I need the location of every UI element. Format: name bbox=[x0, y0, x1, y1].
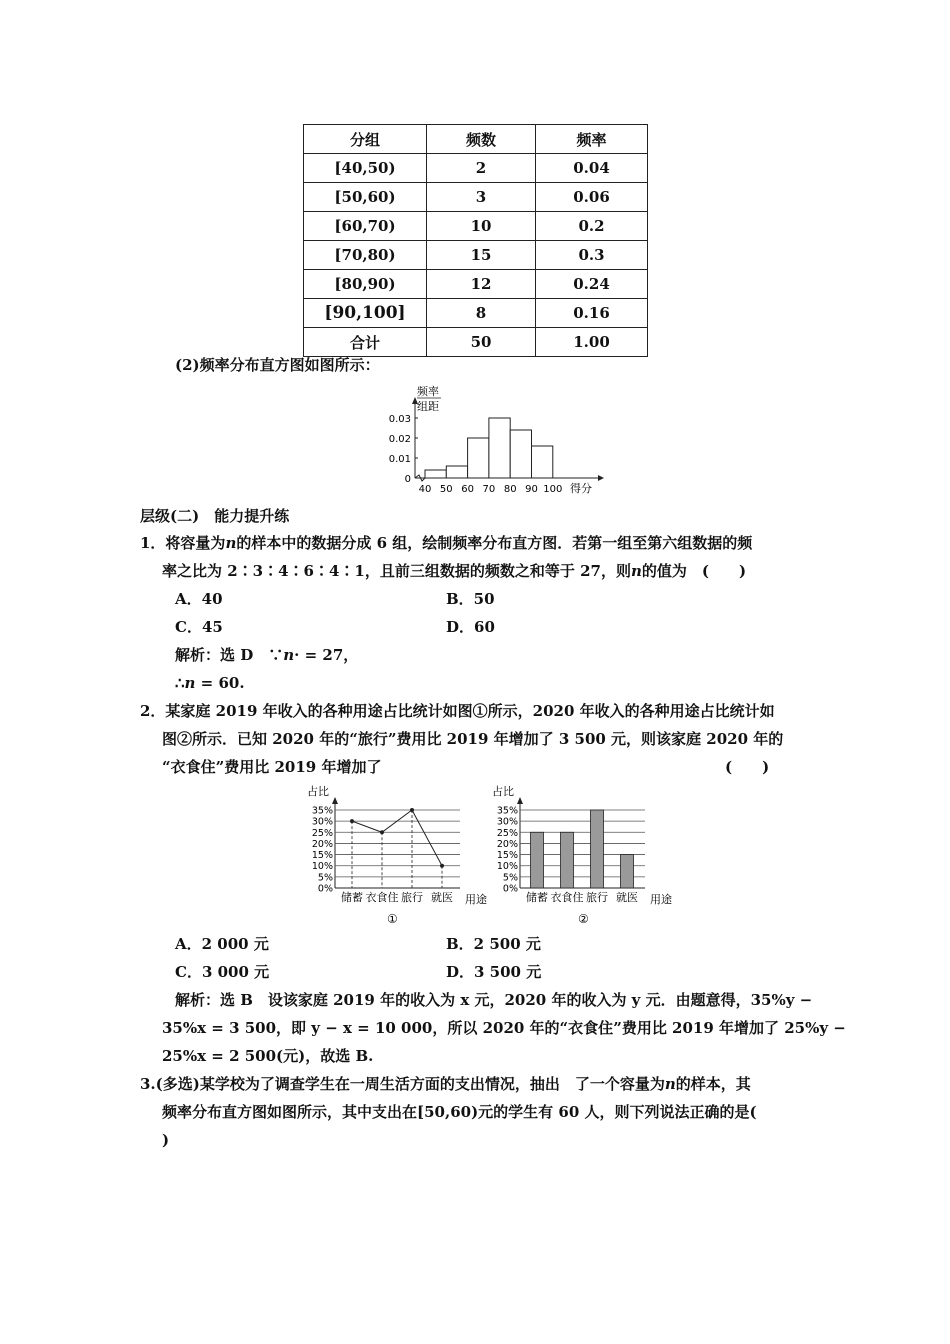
table-cell: 8 bbox=[427, 299, 536, 328]
q2-line-1: 2．某家庭 2019 年收入的各种用途占比统计如图①所示，2020 年收入的各种用途占比统计如 bbox=[140, 702, 775, 720]
chart2-y-tick-label: 20% bbox=[496, 838, 518, 850]
q1-text: 的样本中的数据分成 6 组，绘制频率分布直方图．若第一组至第六组数据的频 bbox=[236, 534, 753, 552]
chart2-bar bbox=[531, 832, 544, 888]
section-heading: 层级(二) 能力提升练 bbox=[140, 507, 290, 525]
chart2-ylabel: 占比 bbox=[492, 785, 514, 798]
q3-text: 的样本，其 bbox=[675, 1075, 751, 1093]
table-row bbox=[304, 183, 648, 212]
table-cell: [90,100] bbox=[304, 299, 427, 328]
chart1-x-tick-label: 旅行 bbox=[401, 891, 423, 904]
histogram-x-tick-label: 100 bbox=[543, 484, 563, 495]
table-cell: 0.2 bbox=[536, 212, 648, 241]
chart1-x-tick-label: 就医 bbox=[431, 891, 453, 904]
chart1-x-tick-label: 储蓄 bbox=[341, 891, 363, 904]
table-cell: [40,50) bbox=[304, 154, 427, 183]
q1-solution-text: · = 27， bbox=[294, 646, 359, 664]
chart2-y-tick-label: 30% bbox=[496, 816, 518, 828]
chart1-ylabel: 占比 bbox=[307, 785, 329, 798]
histogram-x-tick-label: 50 bbox=[439, 484, 453, 495]
histogram-xlabel: 得分 bbox=[570, 482, 592, 495]
chart2-x-tick-label: 旅行 bbox=[586, 891, 608, 904]
q1-text: 1．将容量为 bbox=[140, 534, 226, 552]
chart1-point bbox=[380, 830, 384, 834]
q1-solution-1 bbox=[175, 645, 358, 665]
histogram-x-tick-label: 40 bbox=[418, 484, 432, 495]
q2-option-a: A．2 000 元 bbox=[175, 935, 269, 953]
chart1-caption: ① bbox=[387, 912, 398, 926]
table-cell: 10 bbox=[427, 212, 536, 241]
q2-option-b: B．2 500 元 bbox=[446, 935, 541, 953]
histogram-bar bbox=[510, 430, 531, 478]
q1-solution-2 bbox=[175, 673, 245, 693]
q1-option-a: A．40 bbox=[175, 590, 223, 608]
chart2-y-tick-label: 5% bbox=[502, 872, 518, 884]
histogram-bar bbox=[489, 418, 510, 478]
chart1-y-tick-label: 35% bbox=[311, 805, 333, 817]
q2-solution-1: 解析：选 B 设该家庭 2019 年的收入为 x 元，2020 年的收入为 y 元．由题意得，35%y − bbox=[175, 991, 813, 1009]
q1-solution-text: ∴ bbox=[175, 674, 185, 692]
histogram-bar bbox=[468, 438, 489, 478]
chart1-y-tick-label: 0% bbox=[317, 883, 333, 895]
frequency-table bbox=[303, 124, 648, 357]
chart2-y-tick-label: 0% bbox=[502, 883, 518, 895]
q2-line-2: 图②所示．已知 2020 年的“旅行”费用比 2019 年增加了 3 500 元，则该家庭 2020 年的 bbox=[162, 730, 784, 748]
table-cell: [80,90) bbox=[304, 270, 427, 299]
table-cell: 0.16 bbox=[536, 299, 648, 328]
chart2-y-tick-label: 25% bbox=[496, 827, 518, 839]
q1-option-c: C．45 bbox=[175, 618, 223, 636]
variable-n: n bbox=[184, 674, 196, 692]
table-row bbox=[304, 328, 648, 357]
table-cell: 0.04 bbox=[536, 154, 648, 183]
histogram-bar bbox=[446, 466, 467, 478]
chart1-y-tick-label: 25% bbox=[311, 827, 333, 839]
table-cell: 合计 bbox=[304, 328, 427, 357]
histogram-y-tick-label: 0.02 bbox=[388, 434, 411, 445]
chart2-y-tick-label: 10% bbox=[496, 861, 518, 873]
q2-answer-paren: ( ) bbox=[725, 758, 770, 776]
bar-chart-2 bbox=[490, 780, 690, 930]
table-cell: 2 bbox=[427, 154, 536, 183]
variable-n: n bbox=[283, 646, 295, 664]
chart1-y-tick-label: 5% bbox=[317, 872, 333, 884]
q2-solution-3: 25%x = 2 500(元)，故选 B. bbox=[162, 1047, 374, 1065]
table-cell: 0.06 bbox=[536, 183, 648, 212]
table-cell: [70,80) bbox=[304, 241, 427, 270]
histogram-bar bbox=[425, 470, 446, 478]
chart1-point bbox=[410, 808, 414, 812]
histogram-y-tick-label: 0.01 bbox=[388, 454, 411, 465]
table-header-row bbox=[304, 125, 648, 154]
part2-text: (2)频率分布直方图如图所示： bbox=[175, 356, 380, 374]
q1-option-b: B．50 bbox=[446, 590, 495, 608]
table-row bbox=[304, 154, 648, 183]
q2-option-d: D．3 500 元 bbox=[446, 963, 542, 981]
table-cell: 0.24 bbox=[536, 270, 648, 299]
q1-text: 率之比为 2∶3∶4∶6∶4∶1，且前三组数据的频数之和等于 27，则 bbox=[162, 562, 631, 580]
histogram-y-tick-label: 0.03 bbox=[388, 414, 411, 425]
chart2-y-arrow bbox=[517, 797, 523, 804]
q2-option-c: C．3 000 元 bbox=[175, 963, 270, 981]
chart2-x-tick-label: 就医 bbox=[616, 891, 638, 904]
chart1-y-tick-label: 10% bbox=[311, 861, 333, 873]
chart2-caption: ② bbox=[578, 912, 589, 926]
q1-solution-text: 解析：选 D ∵ bbox=[175, 646, 284, 664]
histogram-bar bbox=[532, 446, 553, 478]
histogram-x-tick-label: 90 bbox=[525, 484, 538, 495]
table-cell: [50,60) bbox=[304, 183, 427, 212]
histogram-ylabel-bottom: 组距 bbox=[417, 400, 439, 413]
histogram-x-arrow bbox=[598, 475, 604, 481]
line-chart-1 bbox=[305, 780, 505, 930]
chart2-bar bbox=[591, 810, 604, 888]
histogram-x-tick-label: 60 bbox=[461, 484, 474, 495]
chart2-bar bbox=[561, 832, 574, 888]
table-cell: 1.00 bbox=[536, 328, 648, 357]
chart1-y-arrow bbox=[332, 797, 338, 804]
q3-line-3: ) bbox=[162, 1131, 170, 1149]
chart1-y-tick-label: 15% bbox=[311, 850, 333, 862]
chart2-bar bbox=[621, 855, 634, 888]
histogram-y-tick-label: 0 bbox=[404, 474, 411, 485]
table-cell: 12 bbox=[427, 270, 536, 299]
chart2-y-tick-label: 35% bbox=[496, 805, 518, 817]
chart2-x-tick-label: 储蓄 bbox=[526, 891, 548, 904]
table-header-cell: 分组 bbox=[304, 125, 427, 154]
table-header-cell: 频率 bbox=[536, 125, 648, 154]
table-row bbox=[304, 299, 648, 328]
q3-text: 3.(多选)某学校为了调查学生在一周生活方面的支出情况，抽出 了一个容量为 bbox=[140, 1075, 665, 1093]
q1-solution-text: = 60. bbox=[195, 674, 245, 692]
table-cell: 3 bbox=[427, 183, 536, 212]
table-row bbox=[304, 212, 648, 241]
q1-text: 的值为 ( ) bbox=[641, 562, 747, 580]
q2-line-3: “衣食住”费用比 2019 年增加了 bbox=[162, 758, 382, 776]
histogram-x-tick-label: 70 bbox=[482, 484, 496, 495]
chart1-xlabel: 用途 bbox=[465, 893, 487, 906]
chart1-x-tick-label: 衣食住 bbox=[365, 891, 399, 904]
chart2-xlabel: 用途 bbox=[650, 893, 672, 906]
chart1-point bbox=[350, 819, 354, 823]
table-cell: 15 bbox=[427, 241, 536, 270]
histogram-ylabel-top: 频率 bbox=[417, 385, 439, 398]
chart1-point bbox=[440, 864, 444, 868]
chart1-series-line bbox=[352, 810, 442, 866]
chart2-y-tick-label: 15% bbox=[496, 850, 518, 862]
q1-option-d: D．60 bbox=[446, 618, 495, 636]
variable-n: n bbox=[225, 534, 237, 552]
table-header-cell: 频数 bbox=[427, 125, 536, 154]
q2-solution-2: 35%x = 3 500，即 y − x = 10 000，所以 2020 年的“衣食住”费用比 2019 年增加了 25%y − bbox=[162, 1019, 846, 1037]
variable-n: n bbox=[630, 562, 642, 580]
q1-line-1 bbox=[140, 533, 752, 553]
q3-line-1 bbox=[140, 1074, 751, 1094]
chart2-x-tick-label: 衣食住 bbox=[550, 891, 584, 904]
chart1-y-tick-label: 20% bbox=[311, 838, 333, 850]
q1-line-2 bbox=[162, 561, 746, 581]
table-row bbox=[304, 241, 648, 270]
histogram-chart bbox=[380, 380, 610, 498]
histogram-x-tick-label: 80 bbox=[503, 484, 517, 495]
table-cell: [60,70) bbox=[304, 212, 427, 241]
chart1-y-tick-label: 30% bbox=[311, 816, 333, 828]
table-cell: 50 bbox=[427, 328, 536, 357]
q3-line-2: 频率分布直方图如图所示，其中支出在[50,60)元的学生有 60 人，则下列说法正确的是( bbox=[162, 1103, 757, 1121]
table-row bbox=[304, 270, 648, 299]
variable-n: n bbox=[664, 1075, 676, 1093]
table-cell: 0.3 bbox=[536, 241, 648, 270]
